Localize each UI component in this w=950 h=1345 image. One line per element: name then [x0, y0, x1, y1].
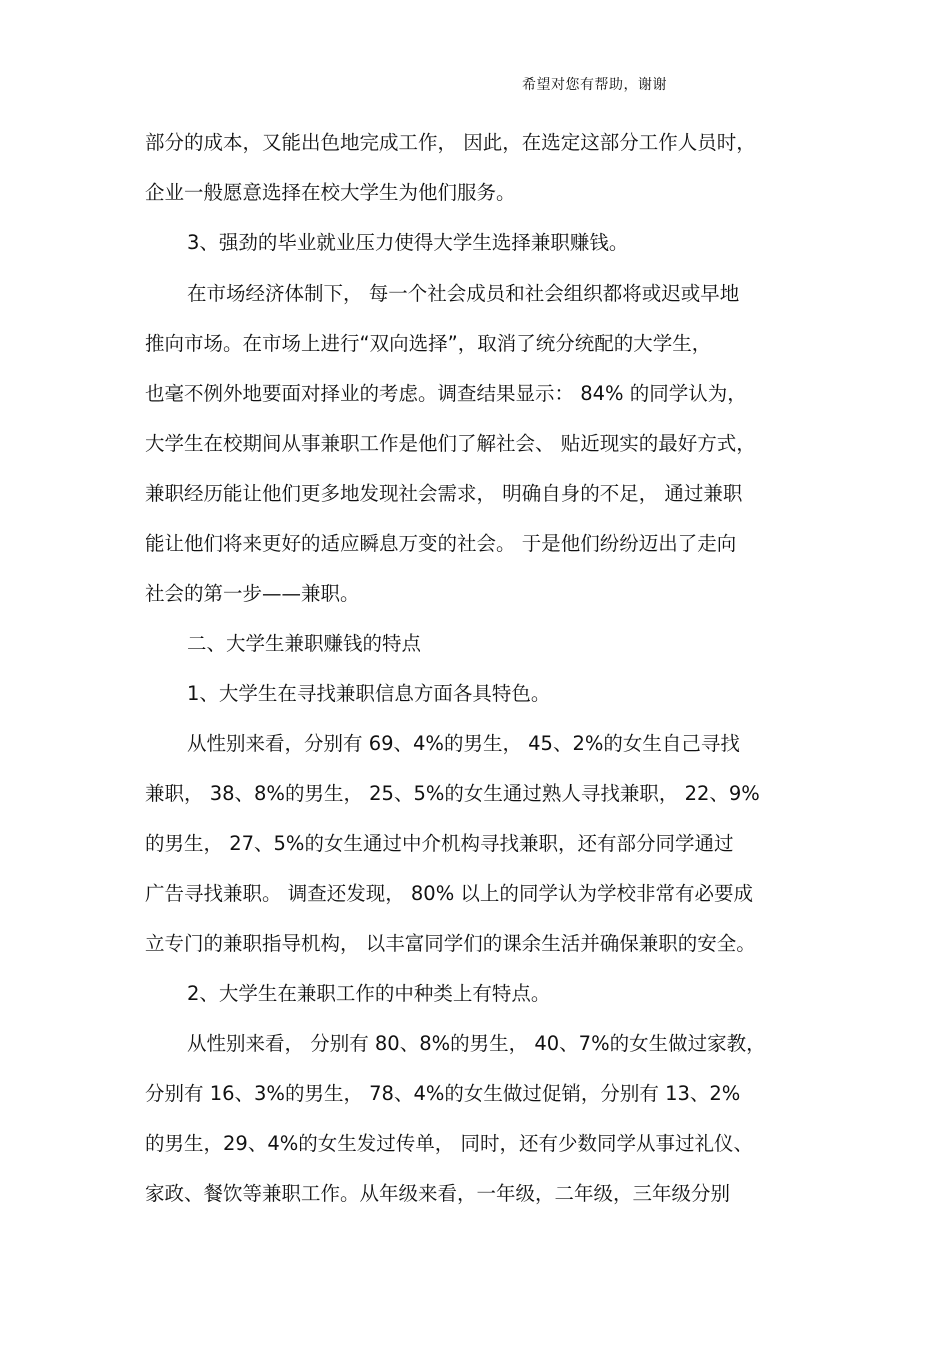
body-line: 兼职， 38、8%的男生， 25、5%的女生通过熟人寻找兼职， 22、9%: [145, 782, 760, 805]
subsection-heading: 1、大学生在寻找兼职信息方面各具特色。: [187, 682, 551, 705]
section-heading: 二、大学生兼职赚钱的特点: [187, 632, 422, 655]
body-line: 立专门的兼职指导机构， 以丰富同学们的课余生活并确保兼职的安全。: [145, 932, 756, 955]
body-line: 企业一般愿意选择在校大学生为他们服务。: [145, 181, 516, 204]
subsection-heading: 2、大学生在兼职工作的中种类上有特点。: [187, 982, 551, 1005]
body-line: 家政、餐饮等兼职工作。从年级来看，一年级，二年级，三年级分别: [145, 1182, 731, 1205]
body-line: 大学生在校期间从事兼职工作是他们了解社会、 贴近现实的最好方式，: [145, 432, 756, 455]
body-line: 在市场经济体制下， 每一个社会成员和社会组织都将或迟或早地: [187, 282, 740, 305]
body-line: 也毫不例外地要面对择业的考虑。调查结果显示： 84% 的同学认为，: [145, 382, 747, 405]
body-line: 广告寻找兼职。 调查还发现， 80% 以上的同学认为学校非常有必要成: [145, 882, 753, 905]
body-line: 推向市场。在市场上进行“双向选择”，取消了统分统配的大学生，: [145, 332, 712, 355]
body-line: 的男生， 27、5%的女生通过中介机构寻找兼职，还有部分同学通过: [145, 832, 734, 855]
body-line: 从性别来看，分别有 69、4%的男生， 45、2%的女生自己寻找: [187, 732, 740, 755]
body-line: 分别有 16、3%的男生， 78、4%的女生做过促销，分别有 13、2%: [145, 1082, 741, 1105]
body-line: 兼职经历能让他们更多地发现社会需求， 明确自身的不足， 通过兼职: [145, 482, 743, 505]
body-line: 能让他们将来更好的适应瞬息万变的社会。 于是他们纷纷迈出了走向: [145, 532, 737, 555]
body-line: 从性别来看， 分别有 80、8%的男生， 40、7%的女生做过家教，: [187, 1032, 766, 1055]
body-line: 社会的第一步——兼职。: [145, 582, 360, 605]
section-heading: 3、强劲的毕业就业压力使得大学生选择兼职赚钱。: [187, 231, 629, 254]
body-line: 的男生，29、4%的女生发过传单， 同时，还有少数同学从事过礼仪、: [145, 1132, 753, 1155]
page-header-note: 希望对您有帮助，谢谢: [522, 77, 667, 93]
body-line: 部分的成本，又能出色地完成工作， 因此，在选定这部分工作人员时，: [145, 131, 756, 154]
